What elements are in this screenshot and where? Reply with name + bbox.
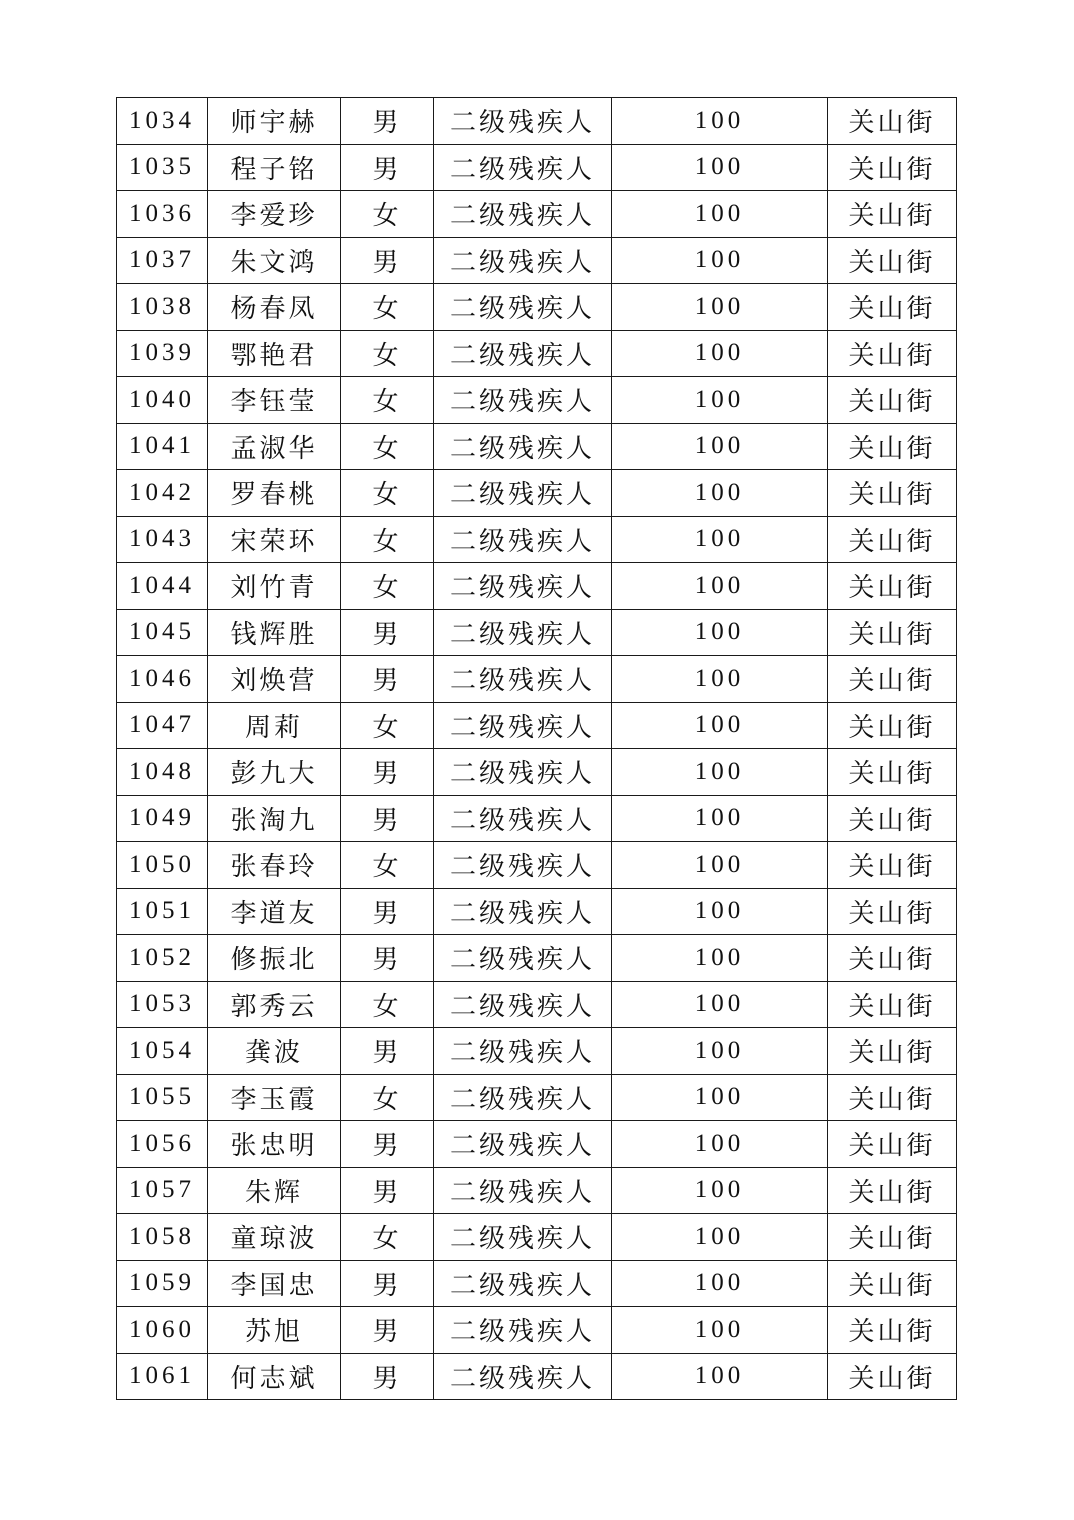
disability-level-cell: 二级残疾人	[434, 98, 612, 145]
street-cell: 关山街	[828, 981, 957, 1028]
street-cell: 关山街	[828, 1074, 957, 1121]
gender-cell: 男	[341, 935, 434, 982]
record-number-cell: 1059	[117, 1260, 208, 1307]
street-cell: 关山街	[828, 1121, 957, 1168]
disability-level-cell: 二级残疾人	[434, 237, 612, 284]
amount-cell: 100	[612, 842, 828, 889]
record-number-cell: 1036	[117, 191, 208, 238]
gender-cell: 女	[341, 191, 434, 238]
gender-cell: 男	[341, 1260, 434, 1307]
street-cell: 关山街	[828, 749, 957, 796]
disability-level-cell: 二级残疾人	[434, 377, 612, 424]
amount-cell: 100	[612, 1121, 828, 1168]
street-cell: 关山街	[828, 191, 957, 238]
record-number-cell: 1042	[117, 470, 208, 517]
person-name-cell: 修振北	[208, 935, 341, 982]
person-name-cell: 李国忠	[208, 1260, 341, 1307]
street-cell: 关山街	[828, 144, 957, 191]
record-number-cell: 1035	[117, 144, 208, 191]
street-cell: 关山街	[828, 888, 957, 935]
gender-cell: 女	[341, 377, 434, 424]
disability-level-cell: 二级残疾人	[434, 1353, 612, 1400]
gender-cell: 女	[341, 981, 434, 1028]
table-row	[117, 981, 957, 1028]
table-row	[117, 470, 957, 517]
amount-cell: 100	[612, 191, 828, 238]
street-cell: 关山街	[828, 377, 957, 424]
amount-cell: 100	[612, 516, 828, 563]
person-name-cell: 李道友	[208, 888, 341, 935]
roster-table	[116, 97, 957, 1400]
street-cell: 关山街	[828, 656, 957, 703]
gender-cell: 男	[341, 795, 434, 842]
amount-cell: 100	[612, 1353, 828, 1400]
amount-cell: 100	[612, 470, 828, 517]
disability-level-cell: 二级残疾人	[434, 1074, 612, 1121]
record-number-cell: 1046	[117, 656, 208, 703]
table-row	[117, 842, 957, 889]
record-number-cell: 1053	[117, 981, 208, 1028]
amount-cell: 100	[612, 795, 828, 842]
table-row	[117, 1260, 957, 1307]
disability-level-cell: 二级残疾人	[434, 1028, 612, 1075]
street-cell: 关山街	[828, 98, 957, 145]
table-row	[117, 423, 957, 470]
record-number-cell: 1056	[117, 1121, 208, 1168]
street-cell: 关山街	[828, 237, 957, 284]
record-number-cell: 1040	[117, 377, 208, 424]
gender-cell: 女	[341, 1214, 434, 1261]
amount-cell: 100	[612, 749, 828, 796]
gender-cell: 男	[341, 656, 434, 703]
disability-level-cell: 二级残疾人	[434, 516, 612, 563]
person-name-cell: 张淘九	[208, 795, 341, 842]
person-name-cell: 童琼波	[208, 1214, 341, 1261]
table-row	[117, 191, 957, 238]
record-number-cell: 1057	[117, 1167, 208, 1214]
street-cell: 关山街	[828, 563, 957, 610]
record-number-cell: 1061	[117, 1353, 208, 1400]
disability-level-cell: 二级残疾人	[434, 981, 612, 1028]
person-name-cell: 钱辉胜	[208, 609, 341, 656]
disability-level-cell: 二级残疾人	[434, 284, 612, 331]
person-name-cell: 孟淑华	[208, 423, 341, 470]
table-row	[117, 749, 957, 796]
table-row	[117, 563, 957, 610]
person-name-cell: 龚波	[208, 1028, 341, 1075]
disability-level-cell: 二级残疾人	[434, 609, 612, 656]
person-name-cell: 鄂艳君	[208, 330, 341, 377]
street-cell: 关山街	[828, 1214, 957, 1261]
person-name-cell: 刘竹青	[208, 563, 341, 610]
street-cell: 关山街	[828, 842, 957, 889]
person-name-cell: 朱文鸿	[208, 237, 341, 284]
disability-level-cell: 二级残疾人	[434, 1214, 612, 1261]
table-row	[117, 330, 957, 377]
amount-cell: 100	[612, 1214, 828, 1261]
amount-cell: 100	[612, 377, 828, 424]
record-number-cell: 1060	[117, 1307, 208, 1354]
gender-cell: 女	[341, 1074, 434, 1121]
gender-cell: 女	[341, 470, 434, 517]
amount-cell: 100	[612, 98, 828, 145]
table-row	[117, 888, 957, 935]
record-number-cell: 1045	[117, 609, 208, 656]
table-row	[117, 702, 957, 749]
person-name-cell: 朱辉	[208, 1167, 341, 1214]
table-row	[117, 377, 957, 424]
amount-cell: 100	[612, 1074, 828, 1121]
disability-level-cell: 二级残疾人	[434, 330, 612, 377]
disability-level-cell: 二级残疾人	[434, 749, 612, 796]
street-cell: 关山街	[828, 1167, 957, 1214]
gender-cell: 男	[341, 749, 434, 796]
gender-cell: 男	[341, 1167, 434, 1214]
table-row	[117, 237, 957, 284]
gender-cell: 女	[341, 702, 434, 749]
person-name-cell: 李钰莹	[208, 377, 341, 424]
amount-cell: 100	[612, 330, 828, 377]
disability-level-cell: 二级残疾人	[434, 1260, 612, 1307]
gender-cell: 女	[341, 330, 434, 377]
record-number-cell: 1037	[117, 237, 208, 284]
disability-level-cell: 二级残疾人	[434, 1167, 612, 1214]
person-name-cell: 罗春桃	[208, 470, 341, 517]
table-row	[117, 656, 957, 703]
amount-cell: 100	[612, 935, 828, 982]
table-row	[117, 1353, 957, 1400]
record-number-cell: 1047	[117, 702, 208, 749]
disability-level-cell: 二级残疾人	[434, 1307, 612, 1354]
record-number-cell: 1044	[117, 563, 208, 610]
record-number-cell: 1054	[117, 1028, 208, 1075]
amount-cell: 100	[612, 656, 828, 703]
gender-cell: 男	[341, 237, 434, 284]
record-number-cell: 1052	[117, 935, 208, 982]
street-cell: 关山街	[828, 1307, 957, 1354]
gender-cell: 女	[341, 516, 434, 563]
person-name-cell: 宋荣环	[208, 516, 341, 563]
disability-level-cell: 二级残疾人	[434, 656, 612, 703]
disability-level-cell: 二级残疾人	[434, 470, 612, 517]
gender-cell: 男	[341, 1121, 434, 1168]
table-row	[117, 1214, 957, 1261]
amount-cell: 100	[612, 1307, 828, 1354]
amount-cell: 100	[612, 1167, 828, 1214]
amount-cell: 100	[612, 1028, 828, 1075]
amount-cell: 100	[612, 1260, 828, 1307]
disability-level-cell: 二级残疾人	[434, 888, 612, 935]
street-cell: 关山街	[828, 935, 957, 982]
street-cell: 关山街	[828, 330, 957, 377]
record-number-cell: 1048	[117, 749, 208, 796]
gender-cell: 男	[341, 1028, 434, 1075]
roster-table-body	[117, 98, 957, 1400]
gender-cell: 女	[341, 563, 434, 610]
record-number-cell: 1049	[117, 795, 208, 842]
disability-level-cell: 二级残疾人	[434, 563, 612, 610]
record-number-cell: 1058	[117, 1214, 208, 1261]
person-name-cell: 李玉霞	[208, 1074, 341, 1121]
table-row	[117, 1307, 957, 1354]
person-name-cell: 李爱珍	[208, 191, 341, 238]
person-name-cell: 张春玲	[208, 842, 341, 889]
street-cell: 关山街	[828, 423, 957, 470]
table-row	[117, 609, 957, 656]
table-row	[117, 1028, 957, 1075]
disability-level-cell: 二级残疾人	[434, 423, 612, 470]
table-row	[117, 516, 957, 563]
amount-cell: 100	[612, 237, 828, 284]
amount-cell: 100	[612, 563, 828, 610]
record-number-cell: 1050	[117, 842, 208, 889]
disability-level-cell: 二级残疾人	[434, 191, 612, 238]
person-name-cell: 周莉	[208, 702, 341, 749]
table-row	[117, 1121, 957, 1168]
street-cell: 关山街	[828, 609, 957, 656]
amount-cell: 100	[612, 423, 828, 470]
street-cell: 关山街	[828, 1353, 957, 1400]
person-name-cell: 郭秀云	[208, 981, 341, 1028]
amount-cell: 100	[612, 888, 828, 935]
gender-cell: 女	[341, 284, 434, 331]
table-row	[117, 795, 957, 842]
gender-cell: 女	[341, 423, 434, 470]
gender-cell: 男	[341, 1353, 434, 1400]
table-row	[117, 284, 957, 331]
person-name-cell: 彭九大	[208, 749, 341, 796]
record-number-cell: 1043	[117, 516, 208, 563]
street-cell: 关山街	[828, 516, 957, 563]
street-cell: 关山街	[828, 795, 957, 842]
gender-cell: 男	[341, 888, 434, 935]
record-number-cell: 1034	[117, 98, 208, 145]
gender-cell: 女	[341, 842, 434, 889]
amount-cell: 100	[612, 609, 828, 656]
gender-cell: 男	[341, 1307, 434, 1354]
street-cell: 关山街	[828, 702, 957, 749]
record-number-cell: 1051	[117, 888, 208, 935]
table-row	[117, 1074, 957, 1121]
record-number-cell: 1039	[117, 330, 208, 377]
table-row	[117, 935, 957, 982]
person-name-cell: 何志斌	[208, 1353, 341, 1400]
record-number-cell: 1038	[117, 284, 208, 331]
street-cell: 关山街	[828, 1028, 957, 1075]
gender-cell: 男	[341, 144, 434, 191]
disability-level-cell: 二级残疾人	[434, 144, 612, 191]
gender-cell: 男	[341, 98, 434, 145]
disability-level-cell: 二级残疾人	[434, 795, 612, 842]
street-cell: 关山街	[828, 284, 957, 331]
street-cell: 关山街	[828, 1260, 957, 1307]
table-row	[117, 144, 957, 191]
person-name-cell: 刘焕营	[208, 656, 341, 703]
street-cell: 关山街	[828, 470, 957, 517]
person-name-cell: 师宇赫	[208, 98, 341, 145]
table-row	[117, 98, 957, 145]
person-name-cell: 苏旭	[208, 1307, 341, 1354]
table-row	[117, 1167, 957, 1214]
amount-cell: 100	[612, 284, 828, 331]
amount-cell: 100	[612, 144, 828, 191]
disability-level-cell: 二级残疾人	[434, 842, 612, 889]
amount-cell: 100	[612, 981, 828, 1028]
gender-cell: 男	[341, 609, 434, 656]
disability-level-cell: 二级残疾人	[434, 1121, 612, 1168]
person-name-cell: 杨春凤	[208, 284, 341, 331]
disability-level-cell: 二级残疾人	[434, 935, 612, 982]
amount-cell: 100	[612, 702, 828, 749]
person-name-cell: 程子铭	[208, 144, 341, 191]
record-number-cell: 1055	[117, 1074, 208, 1121]
person-name-cell: 张忠明	[208, 1121, 341, 1168]
record-number-cell: 1041	[117, 423, 208, 470]
disability-level-cell: 二级残疾人	[434, 702, 612, 749]
